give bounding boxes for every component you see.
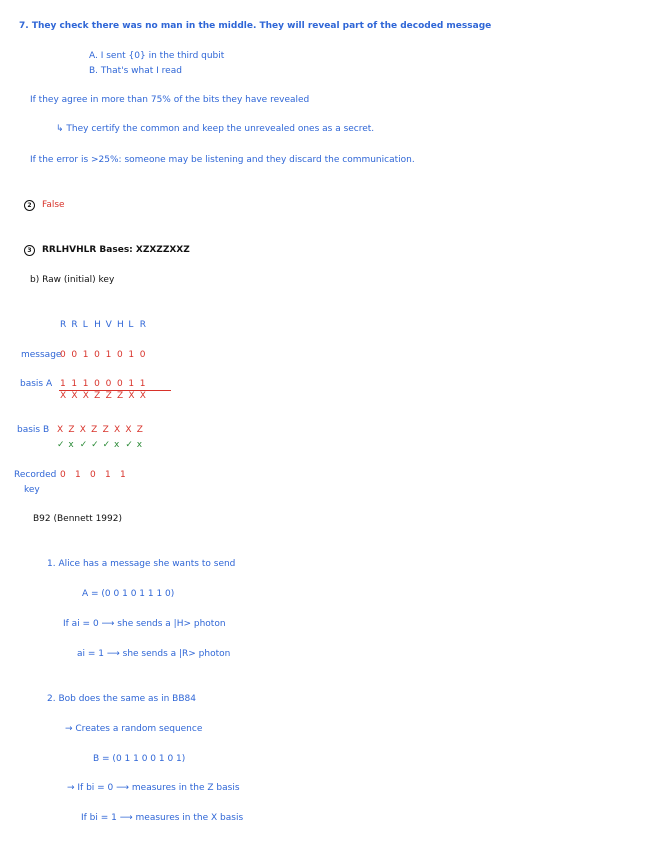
recorded-bit: 1	[120, 470, 126, 480]
basis-a-bit: 1	[139, 379, 146, 389]
q7-certify: ↳ They certify the common and keep the unrevealed ones as a secret.	[56, 124, 375, 134]
letter-cell: H	[116, 320, 124, 330]
b92-step1-if0: If ai = 0 ⟶ she sends a |H> photon	[63, 619, 226, 629]
basis-b-label: basis B	[17, 425, 50, 435]
basis-a-bit: 0	[94, 379, 100, 389]
q7-option-b: B. That's what I read	[89, 66, 182, 76]
basis-a-letter: X	[128, 391, 135, 401]
basis-a-letter: X	[71, 391, 78, 401]
message-bit: 0	[94, 350, 100, 360]
letter-cell: V	[105, 320, 112, 330]
q2-number-circle: 2	[24, 200, 35, 211]
letter-cell: R	[60, 320, 67, 330]
b92-step1-sequence: A = (0 0 1 0 1 1 1 0)	[82, 589, 175, 599]
recorded-bit: 0	[60, 470, 66, 480]
check-mark: ✓	[57, 440, 65, 450]
photon-letters-row	[60, 320, 151, 331]
q7-agree: If they agree in more than 75% of the bits they have revealed	[30, 95, 310, 105]
b92-step2-sequence: B = (0 1 1 0 0 1 0 1)	[93, 754, 186, 764]
message-bit: 0	[139, 350, 146, 360]
basis-a-letter: X	[139, 391, 146, 401]
basis-b-letter: Z	[136, 425, 143, 435]
check-mark: x	[113, 440, 120, 450]
basis-b-letter: X	[113, 425, 121, 435]
recorded-label: Recorded	[14, 470, 57, 480]
basis-a-letter: X	[82, 391, 89, 401]
message-bit: 1	[82, 350, 89, 360]
basis-b-letter: X	[79, 425, 86, 435]
b92-step2-if1: If bi = 1 ⟶ measures in the X basis	[81, 813, 244, 823]
match-checks-row	[57, 440, 148, 451]
check-mark: ✓	[79, 440, 88, 450]
basis-a-bit: 1	[82, 379, 89, 389]
basis-b-letter: Z	[102, 425, 109, 435]
recorded-label-key: key	[24, 485, 40, 495]
q3-raw-key-title: b) Raw (initial) key	[30, 275, 115, 285]
b92-step1-if1: ai = 1 ⟶ she sends a |R> photon	[77, 649, 231, 659]
basis-a-letter: Z	[116, 391, 124, 401]
check-mark: ✓	[125, 440, 133, 450]
basis-b-letter: Z	[68, 425, 75, 435]
check-mark: ✓	[91, 440, 99, 450]
basis-a-bit: 1	[71, 379, 78, 389]
recorded-bit: 0	[90, 470, 96, 480]
letter-cell: H	[94, 320, 101, 330]
basis-a-bit: 0	[116, 379, 123, 389]
q7-option-a: A. I sent {0} in the third qubit	[89, 51, 225, 61]
message-bit: 0	[116, 350, 123, 360]
basis-a-bit: 1	[128, 379, 135, 389]
letter-cell: L	[82, 320, 88, 330]
message-bit: 1	[128, 350, 135, 360]
b92-step2-random: → Creates a random sequence	[65, 724, 203, 734]
b92-title: B92 (Bennett 1992)	[33, 514, 122, 524]
q7-error: If the error is >25%: someone may be listening and they discard the communication.	[30, 155, 415, 165]
basis-a-bit: 0	[105, 379, 112, 389]
b92-step2-if0: → If bi = 0 ⟶ measures in the Z basis	[67, 783, 240, 793]
basis-b-letter: Z	[91, 425, 98, 435]
basis-a-bit: 1	[60, 379, 66, 389]
basis-a-label: basis A	[20, 379, 53, 389]
check-mark: x	[68, 440, 74, 450]
basis-a-letters-row	[60, 391, 151, 402]
basis-b-letter: X	[57, 425, 64, 435]
check-mark: x	[136, 440, 143, 450]
message-row	[60, 350, 151, 361]
letter-cell: R	[139, 320, 146, 330]
q3-number-circle: 3	[24, 245, 35, 256]
b92-step2: 2. Bob does the same as in BB84	[47, 694, 196, 704]
recorded-bit: 1	[105, 470, 111, 480]
basis-a-letter: Z	[94, 391, 101, 401]
message-bit: 1	[105, 350, 112, 360]
q7-line1: 7. They check there was no man in the middle. They will reveal part of the decoded message	[19, 21, 492, 31]
basis-a-bits-row	[60, 379, 151, 390]
letter-cell: L	[128, 320, 134, 330]
message-label: message	[21, 350, 62, 360]
q2-answer: False	[42, 200, 65, 210]
q3-header: RRLHVHLR Bases: XZXZZXXZ	[42, 245, 190, 255]
message-bit: 0	[71, 350, 78, 360]
check-mark: ✓	[102, 440, 111, 450]
basis-a-letter: X	[60, 391, 67, 401]
basis-b-letter: X	[125, 425, 132, 435]
basis-b-row	[57, 425, 148, 436]
recorded-key-row	[60, 470, 135, 481]
recorded-bit: 1	[75, 470, 81, 480]
basis-a-letter: Z	[105, 391, 112, 401]
b92-step1: 1. Alice has a message she wants to send	[47, 559, 236, 569]
letter-cell: R	[71, 320, 78, 330]
message-bit: 0	[60, 350, 66, 360]
